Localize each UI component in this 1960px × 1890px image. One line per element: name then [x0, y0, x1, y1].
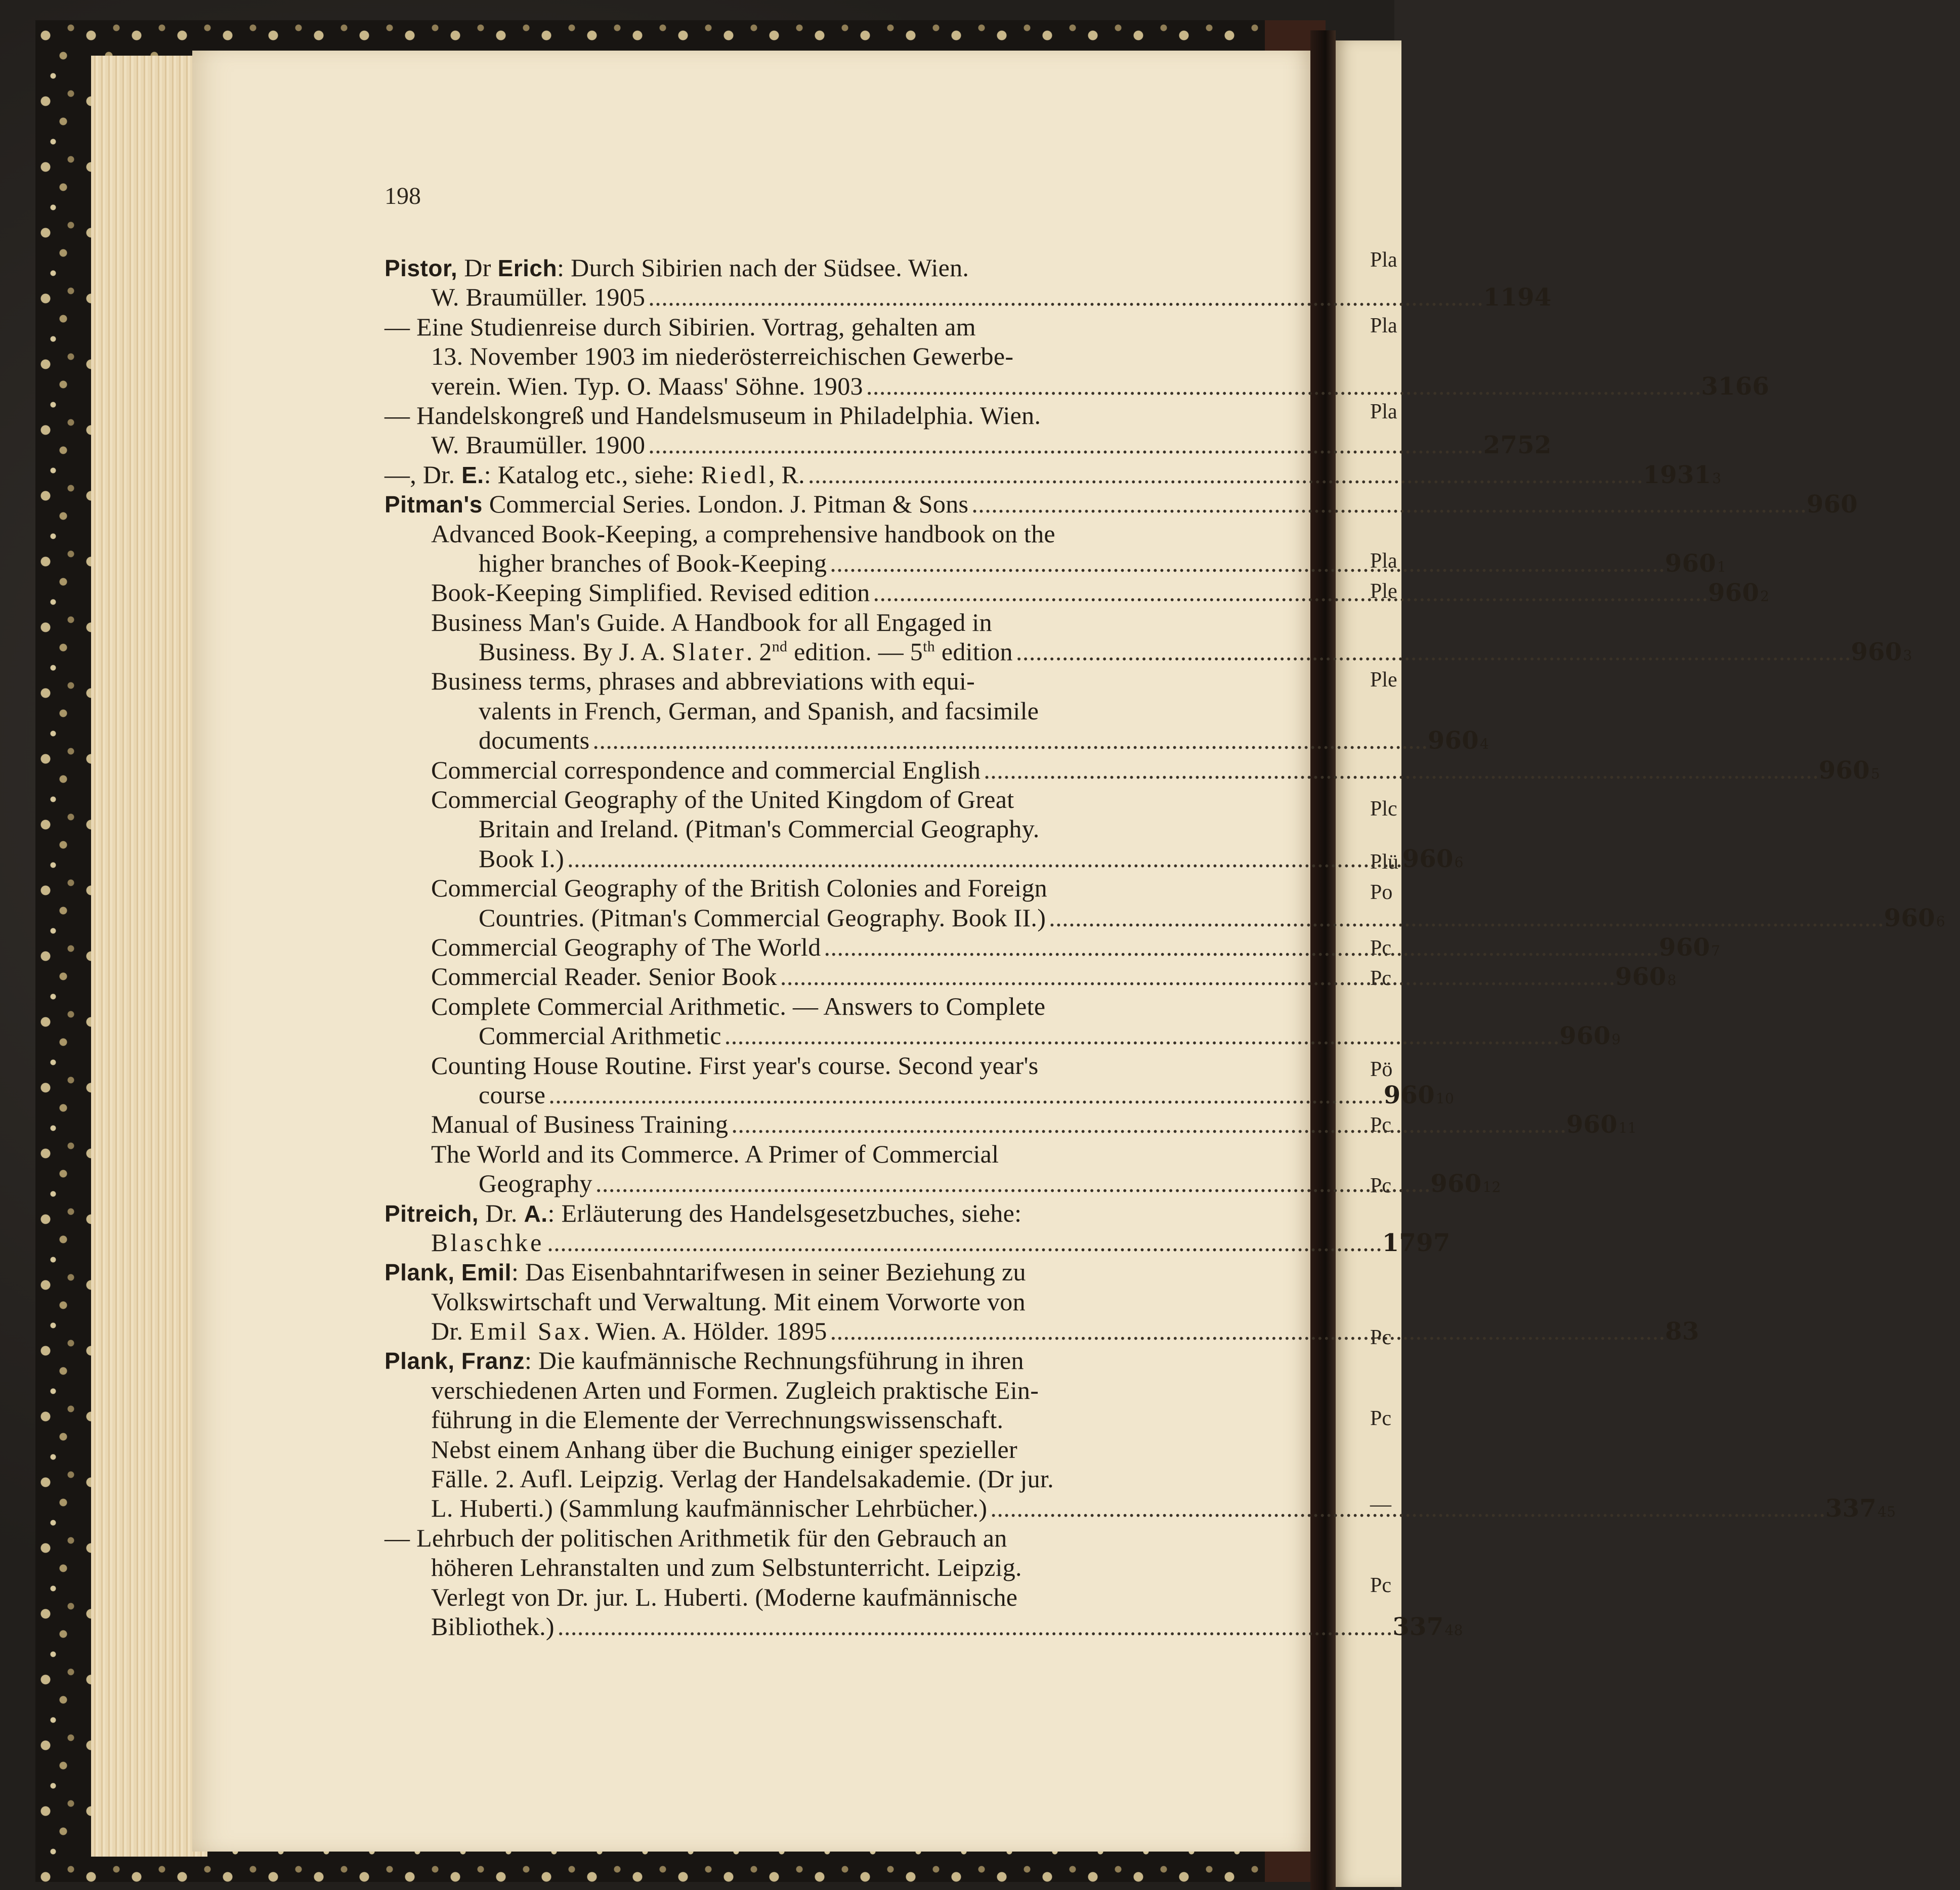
- text-segment: Commercial correspondence and commercial English: [431, 755, 981, 784]
- index-line: [385, 696, 1255, 725]
- line-text: [479, 725, 589, 755]
- text-segment: Book-Keeping Simplified. Revised edition: [431, 578, 870, 607]
- line-text: [479, 903, 1046, 932]
- facing-page-fragment: Pc: [1370, 1407, 1391, 1430]
- index-line: [385, 1376, 1255, 1405]
- catalog-number: [1819, 756, 1895, 789]
- line-text: [431, 1109, 728, 1139]
- index-line: [385, 1405, 1255, 1434]
- line-text: [431, 874, 1047, 902]
- line-text: [385, 1524, 1007, 1552]
- index-line: [385, 282, 1552, 312]
- line-text: [479, 548, 827, 578]
- catalog-number: [1701, 372, 1777, 401]
- line-text: [385, 1258, 1026, 1286]
- spaced-name: Slater: [672, 637, 746, 666]
- text-segment: Countries. (Pitman's Commercial Geography. Book II.): [479, 903, 1046, 932]
- line-text: [479, 1080, 545, 1109]
- text-segment: L. Huberti.) (Sammlung kaufmännischer Lehrbücher.): [431, 1494, 988, 1523]
- index-line: [385, 371, 1770, 401]
- index-line: [385, 1553, 1255, 1582]
- catalog-number: [1708, 578, 1784, 611]
- line-text: [385, 1199, 1021, 1227]
- spaced-name: Emil Sax: [470, 1317, 583, 1346]
- text-segment: W. Braumüller. 1900: [431, 431, 646, 459]
- catalog-number-main: 960: [1615, 963, 1667, 992]
- facing-page-fragment: Pc: [1370, 1174, 1391, 1197]
- line-text: [431, 1376, 1039, 1404]
- facing-page-fragment: Pc: [1370, 1113, 1391, 1137]
- catalog-number: [1665, 1317, 1741, 1346]
- index-line: [385, 312, 1255, 341]
- text-segment: course: [479, 1080, 546, 1109]
- index-line: [385, 1139, 1255, 1169]
- catalog-number-main: 337: [1392, 1612, 1444, 1641]
- index-line: [385, 1021, 1621, 1051]
- text-segment: Manual of Business Training: [431, 1110, 729, 1139]
- line-text: [385, 253, 969, 282]
- index-line: [385, 785, 1255, 814]
- index-line: [385, 1493, 1896, 1523]
- dot-leader: [866, 371, 1698, 401]
- catalog-number-sub: 48: [1444, 1621, 1463, 1639]
- catalog-number-sub: 9: [1611, 1031, 1621, 1048]
- facing-page-fragment: Pc: [1370, 1574, 1391, 1597]
- dot-leader: [1049, 903, 1881, 932]
- text-segment: führung in die Elemente der Verrechnungswissenschaft.: [431, 1405, 1004, 1434]
- text-segment: : Katalog etc., siehe:: [484, 460, 701, 489]
- catalog-number-main: 960: [1402, 844, 1454, 873]
- dot-leader: [731, 1109, 1563, 1139]
- index-line: [385, 460, 1722, 489]
- catalog-number-sub: 4: [1479, 736, 1489, 753]
- line-text: [431, 1583, 1017, 1611]
- catalog-number-sub: 8: [1667, 972, 1677, 989]
- text-segment: —, Dr.: [385, 460, 462, 489]
- index-line: [385, 1287, 1255, 1316]
- text-segment: Dr.: [485, 1198, 524, 1227]
- author-name: Plank, Emil: [385, 1259, 512, 1286]
- dot-leader: [648, 430, 1480, 459]
- text-segment: Commercial Series. London. J. Pitman & Sons: [482, 490, 969, 519]
- line-text: [431, 520, 1055, 548]
- catalog-number: [1384, 1081, 1460, 1113]
- index-line: [385, 755, 1880, 785]
- text-segment: documents: [479, 726, 590, 755]
- index-line: [385, 1435, 1255, 1464]
- text-segment: Commercial Reader. Senior Book: [431, 962, 777, 991]
- dot-leader: [984, 755, 1816, 785]
- index-line: [385, 341, 1255, 371]
- facing-page-fragment: Ple: [1370, 668, 1397, 692]
- line-text: [431, 1140, 999, 1168]
- catalog-number: [1851, 637, 1927, 670]
- text-segment: higher branches of Book-Keeping: [479, 548, 827, 577]
- page-edges: [91, 56, 207, 1857]
- line-text: [385, 313, 976, 341]
- dot-leader: [592, 725, 1425, 755]
- catalog-number-sub: 6: [1454, 853, 1464, 871]
- text-segment: Business Man's Guide. A Handbook for all Engaged in: [431, 608, 992, 636]
- dot-leader: [830, 1316, 1663, 1346]
- author-name: Pistor,: [385, 255, 464, 281]
- text-segment: Counting House Routine. First year's course. Second year's: [431, 1051, 1039, 1080]
- text-segment: valents in French, German, and Spanish, and facsimile: [479, 696, 1039, 725]
- catalog-number-sub: 1: [1717, 558, 1726, 575]
- catalog-number-sub: 10: [1435, 1090, 1455, 1107]
- text-segment: edition: [935, 637, 1013, 666]
- facing-page-fragment: Pla: [1370, 400, 1397, 423]
- catalog-number: [1884, 904, 1960, 936]
- index-line: [385, 1346, 1255, 1375]
- text-segment: höheren Lehranstalten und zum Selbstunterricht. Leipzig.: [431, 1553, 1022, 1582]
- index-line: [385, 253, 1255, 282]
- line-text: [385, 460, 805, 490]
- text-segment: Business terms, phrases and abbreviations with equi-: [431, 667, 975, 696]
- text-segment: : Erläuterung des Handelsgesetzbuches, siehe:: [547, 1198, 1022, 1227]
- catalog-number: [1402, 844, 1478, 877]
- line-text: [431, 1465, 1054, 1493]
- dot-leader: [808, 460, 1640, 489]
- index-line: [385, 489, 1858, 519]
- dot-leader: [1016, 637, 1848, 666]
- index-line: [385, 814, 1255, 843]
- index-line: [385, 992, 1255, 1021]
- text-segment: Geography: [479, 1169, 592, 1198]
- line-text: [479, 637, 1013, 666]
- index-line: [385, 1198, 1255, 1228]
- catalog-number-sub: 3: [1903, 647, 1912, 664]
- catalog-number-main: 1797: [1382, 1228, 1451, 1257]
- catalog-number-main: 960: [1665, 549, 1716, 578]
- catalog-number-main: 960: [1427, 726, 1479, 755]
- index-line: [385, 1257, 1255, 1286]
- page-number: 198: [385, 183, 421, 209]
- catalog-number: [1483, 283, 1559, 312]
- index-line: [385, 401, 1255, 430]
- author-name: A.: [524, 1200, 548, 1227]
- text-segment: 13. November 1903 im niederösterreichischen Gewerbe-: [431, 342, 1014, 371]
- line-text: [431, 755, 981, 785]
- text-segment: , R.: [768, 460, 805, 489]
- catalog-number-main: 960: [1851, 638, 1902, 667]
- line-text: [431, 578, 870, 607]
- line-text: [431, 1316, 827, 1346]
- catalog-number-sub: 2: [1760, 588, 1770, 605]
- line-text: [431, 785, 1014, 813]
- line-text: [431, 962, 777, 991]
- text-segment: Commercial Geography of The World: [431, 932, 821, 961]
- dot-leader: [990, 1493, 1822, 1523]
- line-text: [479, 1169, 592, 1198]
- text-segment: — Handelskongreß und Handelsmuseum in Philadelphia. Wien.: [385, 401, 1041, 429]
- catalog-number: [1483, 431, 1559, 460]
- text-segment: Advanced Book-Keeping, a comprehensive handbook on the: [431, 519, 1055, 548]
- line-text: [479, 697, 1039, 725]
- text-segment: th: [923, 638, 935, 655]
- catalog-number: [1392, 1612, 1468, 1645]
- catalog-number-main: 2752: [1483, 431, 1552, 460]
- index-line: [385, 873, 1255, 903]
- catalog-number-sub: 11: [1618, 1120, 1637, 1137]
- line-text: [431, 992, 1045, 1020]
- text-segment: : Das Eisenbahntarifwesen in seiner Beziehung zu: [511, 1258, 1026, 1286]
- catalog-number: [1825, 1494, 1901, 1527]
- author-name: E.: [461, 461, 484, 488]
- index-line: [385, 430, 1552, 460]
- catalog-number: [1428, 726, 1504, 759]
- facing-page-fragment: Plc: [1370, 797, 1397, 821]
- index-line: [385, 903, 1945, 932]
- line-text: [431, 282, 645, 312]
- dot-leader: [971, 489, 1804, 519]
- catalog-number: [1430, 1169, 1506, 1202]
- text-segment: verein. Wien. Typ. O. Maass' Söhne. 1903: [431, 371, 863, 400]
- line-text: [431, 430, 645, 459]
- spaced-name: Riedl: [701, 460, 769, 489]
- catalog-number: [1566, 1110, 1642, 1143]
- line-text: [431, 1493, 987, 1523]
- author-name: Pitman's: [385, 491, 483, 518]
- line-text: [431, 1435, 1017, 1464]
- text-segment: — Eine Studienreise durch Sibirien. Vortrag, gehalten am: [385, 312, 976, 341]
- line-text: [385, 489, 968, 519]
- dot-leader: [567, 844, 1399, 873]
- dot-leader: [595, 1169, 1428, 1198]
- line-text: [431, 932, 821, 962]
- line-text: [431, 1612, 555, 1641]
- text-segment: — Lehrbuch der politischen Arithmetik für den Gebrauch an: [385, 1523, 1007, 1552]
- text-segment: Dr.: [431, 1317, 470, 1346]
- dot-leader: [780, 962, 1612, 991]
- catalog-number-main: 960: [1818, 756, 1870, 785]
- text-segment: Verlegt von Dr. jur. L. Huberti. (Moderne kaufmännische: [431, 1582, 1018, 1611]
- catalog-number-main: 960: [1884, 904, 1935, 932]
- facing-page-fragment: Plü: [1370, 850, 1399, 874]
- text-segment: Business. By J. A.: [479, 637, 672, 666]
- dot-leader: [547, 1228, 1379, 1257]
- text-segment: Commercial Geography of the United Kingdom of Great: [431, 785, 1014, 814]
- catalog-number-main: 83: [1665, 1317, 1699, 1346]
- index-line: [385, 725, 1489, 755]
- catalog-number: [1659, 933, 1735, 966]
- line-text: [431, 1287, 1026, 1316]
- line-text: [479, 844, 564, 873]
- facing-page-fragment: Pla: [1370, 248, 1397, 272]
- text-segment: The World and its Commerce. A Primer of Commercial: [431, 1139, 999, 1168]
- catalog-number-main: 960: [1708, 579, 1760, 608]
- catalog-number-main: 337: [1825, 1494, 1877, 1523]
- facing-page-fragment: Pc: [1370, 1326, 1391, 1349]
- facing-page-fragment: Ple: [1370, 580, 1397, 603]
- catalog-number-main: 1194: [1483, 283, 1552, 312]
- text-segment: Volkswirtschaft und Verwaltung. Mit einem Vorworte von: [431, 1287, 1026, 1316]
- line-text: [385, 1346, 1024, 1374]
- line-text: [385, 401, 1041, 429]
- text-segment: . 2: [746, 637, 772, 666]
- index-line: [385, 1612, 1463, 1641]
- index-line: [385, 1523, 1255, 1553]
- catalog-number-main: 960: [1659, 933, 1711, 962]
- line-text: [479, 814, 1040, 843]
- facing-page-fragment: Pla: [1370, 314, 1397, 337]
- facing-page-fragment: Po: [1370, 881, 1393, 904]
- text-segment: Commercial Geography of the British Colonies and Foreign: [431, 874, 1047, 903]
- line-text: [431, 1405, 1003, 1434]
- dot-leader: [824, 932, 1656, 962]
- index-line: [385, 1228, 1451, 1257]
- dot-leader: [648, 282, 1480, 312]
- text-segment: Dr: [464, 253, 498, 282]
- catalog-number-sub: 5: [1870, 765, 1880, 782]
- catalog-number: [1382, 1228, 1458, 1258]
- catalog-number-main: 960: [1430, 1170, 1482, 1198]
- text-segment: . Wien. A. Hölder. 1895: [583, 1317, 827, 1346]
- catalog-number-main: 960: [1559, 1022, 1611, 1051]
- text-segment: Book I.): [479, 844, 565, 873]
- text-segment: edition. — 5: [787, 637, 923, 666]
- text-segment: Bibliothek.): [431, 1612, 555, 1641]
- catalog-number: [1807, 490, 1883, 519]
- text-segment: Britain and Ireland. (Pitman's Commercial Geography.: [479, 814, 1040, 843]
- line-text: [431, 667, 975, 695]
- text-segment: Nebst einem Anhang über die Buchung einiger spezieller: [431, 1435, 1017, 1464]
- index-line: [385, 1080, 1455, 1109]
- catalog-number: [1559, 1021, 1635, 1054]
- catalog-number: [1615, 962, 1691, 995]
- line-text: [431, 1228, 544, 1257]
- catalog-number-main: 960: [1806, 490, 1858, 519]
- line-text: [431, 1051, 1039, 1080]
- index-line: [385, 666, 1255, 696]
- text-segment: verschiedenen Arten und Formen. Zugleich praktische Ein-: [431, 1376, 1039, 1404]
- index-line: [385, 1464, 1255, 1493]
- index-line: [385, 519, 1255, 548]
- text-segment: Fälle. 2. Aufl. Leipzig. Verlag der Handelsakademie. (Dr jur.: [431, 1465, 1054, 1493]
- text-segment: W. Braumüller. 1905: [431, 283, 646, 312]
- catalog-number-main: 3166: [1701, 372, 1770, 401]
- index-line: [385, 637, 1912, 667]
- index-line: [385, 608, 1255, 637]
- dot-leader: [548, 1080, 1381, 1109]
- line-text: [431, 371, 863, 401]
- line-text: [431, 1553, 1022, 1581]
- facing-page-fragment: Pc: [1370, 936, 1391, 960]
- text-segment: : Durch Sibirien nach der Südsee. Wien.: [557, 253, 969, 282]
- dot-leader: [873, 578, 1705, 607]
- facing-page-fragment: Pla: [1370, 549, 1397, 573]
- dot-leader: [725, 1021, 1557, 1050]
- spaced-name: Blaschke: [431, 1228, 544, 1257]
- catalog-number-sub: 12: [1482, 1179, 1501, 1196]
- line-text: [479, 1021, 721, 1050]
- catalog-number-sub: 3: [1712, 469, 1722, 487]
- catalog-number-main: 1931: [1643, 460, 1712, 489]
- catalog-number: [1665, 549, 1741, 582]
- catalog-number-sub: 6: [1936, 913, 1945, 930]
- text-segment: Commercial Arithmetic: [479, 1021, 721, 1050]
- line-text: [431, 342, 1013, 370]
- author-name: Pitreich,: [385, 1200, 486, 1227]
- author-name: Plank, Franz: [385, 1348, 525, 1374]
- catalog-number: [1643, 460, 1721, 493]
- text-segment: Complete Commercial Arithmetic. — Answers to Complete: [431, 992, 1046, 1020]
- index-line: [385, 1582, 1255, 1612]
- dot-leader: [558, 1612, 1390, 1641]
- facing-page-fragment: Pc: [1370, 967, 1391, 990]
- text-segment: : Die kaufmännische Rechnungsführung in ihren: [524, 1346, 1024, 1375]
- catalog-number-sub: 45: [1877, 1504, 1896, 1521]
- index-line: [385, 1051, 1255, 1080]
- text-segment: nd: [772, 638, 788, 655]
- catalog-number-main: 960: [1383, 1081, 1435, 1109]
- author-name: Erich: [497, 255, 558, 281]
- dot-leader: [830, 548, 1662, 578]
- facing-page-fragment: —: [1370, 1493, 1391, 1516]
- catalog-number-sub: 7: [1711, 942, 1721, 959]
- facing-page-fragment: Pö: [1370, 1058, 1393, 1081]
- line-text: [431, 608, 992, 636]
- catalog-number-main: 960: [1566, 1110, 1617, 1139]
